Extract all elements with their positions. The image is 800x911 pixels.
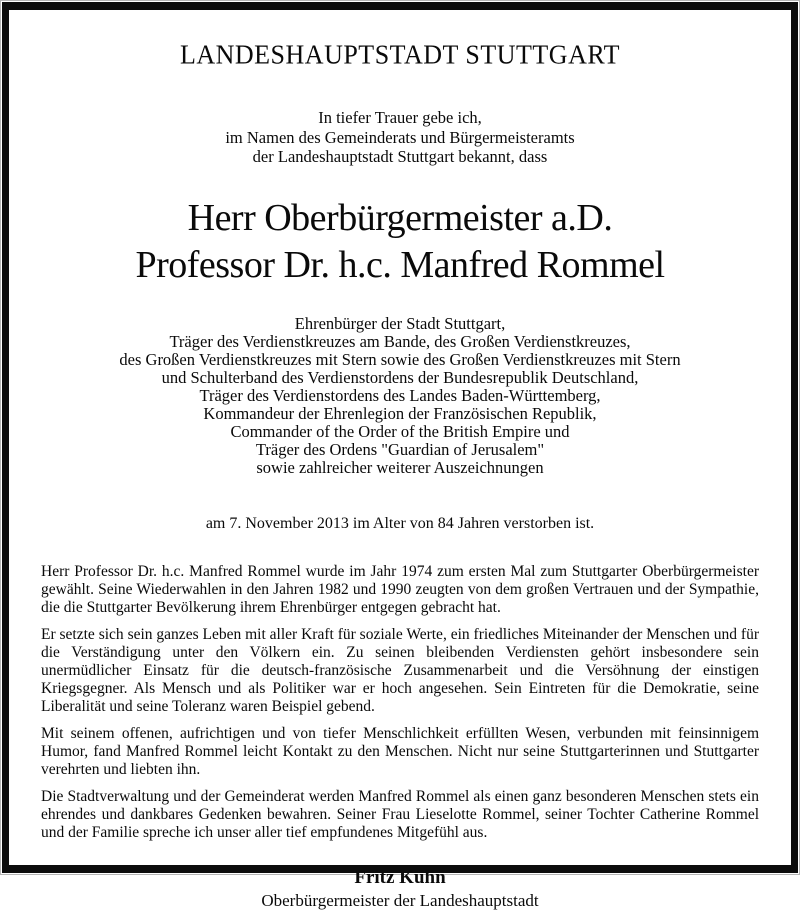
death-statement: am 7. November 2013 im Alter von 84 Jahren verstorben ist. (205, 514, 595, 532)
obituary-paragraph: Er setzte sich sein ganzes Leben mit aller Kraft für soziale Werte, ein friedliches Miteinander der Menschen und für die Verständigung unter den Völkern ein. Zu seinen bleibenden Verdiensten gehört insbesondere sein unermüdlicher Einsatz für die deutsch-französische Zusammenarbeit und die Versöhnung der einstigen Kriegsgegner. Als Mensch und als Politiker war er hoch angesehen. Sein Eintreten für die Demokratie, seine Liberalität und seine Toleranz waren Beispiel gebend. (41, 625, 759, 715)
signature-block (41, 866, 759, 911)
notice-content (9, 40, 791, 911)
obituary-paragraph: Mit seinem offenen, aufrichtigen und von tiefer Menschlichkeit erfüllten Wesen, verbunden mit feinsinnigem Humor, fand Manfred Rommel leicht Kontakt zu den Menschen. Nicht nur seine Stuttgarterinnen und Stuttgarter verehrten und liebten ihn. (41, 724, 759, 778)
intro-line: der Landeshauptstadt Stuttgart bekannt, dass (252, 147, 548, 166)
intro-block (41, 108, 759, 167)
masthead-title: LANDESHAUPTSTADT STUTTGART (179, 39, 621, 70)
honors-line: Träger des Verdienstkreuzes am Bande, des Großen Verdienstkreuzes, (169, 331, 631, 351)
deceased-name (41, 195, 759, 289)
deceased-name-line: Herr Oberbürgermeister a.D. (187, 196, 613, 239)
obituary-paragraph: Die Stadtverwaltung und der Gemeinderat werden Manfred Rommel als einen ganz besonderen Menschen stets ein ehrendes und dankbares Gedenken bewahren. Seiner Frau Lieselotte Rommel, seiner Tochter Catherine Rommel und der Familie spreche ich unser aller tief empfundenes Mitgefühl aus. (41, 787, 759, 841)
honors-line: Commander of the Order of the British Empire und (230, 421, 570, 441)
deceased-name-line: Professor Dr. h.c. Manfred Rommel (135, 243, 665, 286)
honors-line: Träger des Verdienstordens des Landes Baden-Württemberg, (199, 385, 601, 405)
obituary-paragraph: Herr Professor Dr. h.c. Manfred Rommel wurde im Jahr 1974 zum ersten Mal zum Stuttgarter Oberbürgermeister gewählt. Seine Wiederwahlen in den Jahren 1982 und 1990 zeugten von dem großen Vertrauen und der Sympathie, die die Stuttgarter Bevölkerung ihrem Ehrenbürger entgegen gebracht hat. (41, 562, 759, 616)
notice-border-frame (2, 2, 798, 910)
honors-list (41, 315, 759, 477)
honors-line: und Schulterband des Verdienstordens der Bundesrepublik Deutschland, (161, 367, 639, 387)
signature-name: Fritz Kuhn (354, 866, 446, 888)
honors-line: Kommandeur der Ehrenlegion der Französischen Republik, (203, 403, 597, 423)
honors-line: Ehrenbürger der Stadt Stuttgart, (294, 313, 506, 333)
honors-line: sowie zahlreicher weiterer Auszeichnungen (256, 457, 544, 477)
honors-line: Träger des Ordens "Guardian of Jerusalem" (255, 439, 545, 459)
obituary-body (41, 563, 759, 842)
honors-line: des Großen Verdienstkreuzes mit Stern sowie des Großen Verdienstkreuzes mit Stern (119, 349, 681, 369)
intro-line: im Namen des Gemeinderats und Bürgermeisteramts (225, 127, 575, 147)
intro-line: In tiefer Trauer gebe ich, (318, 108, 482, 127)
signature-title: Oberbürgermeister der Landeshauptstadt (261, 890, 539, 910)
